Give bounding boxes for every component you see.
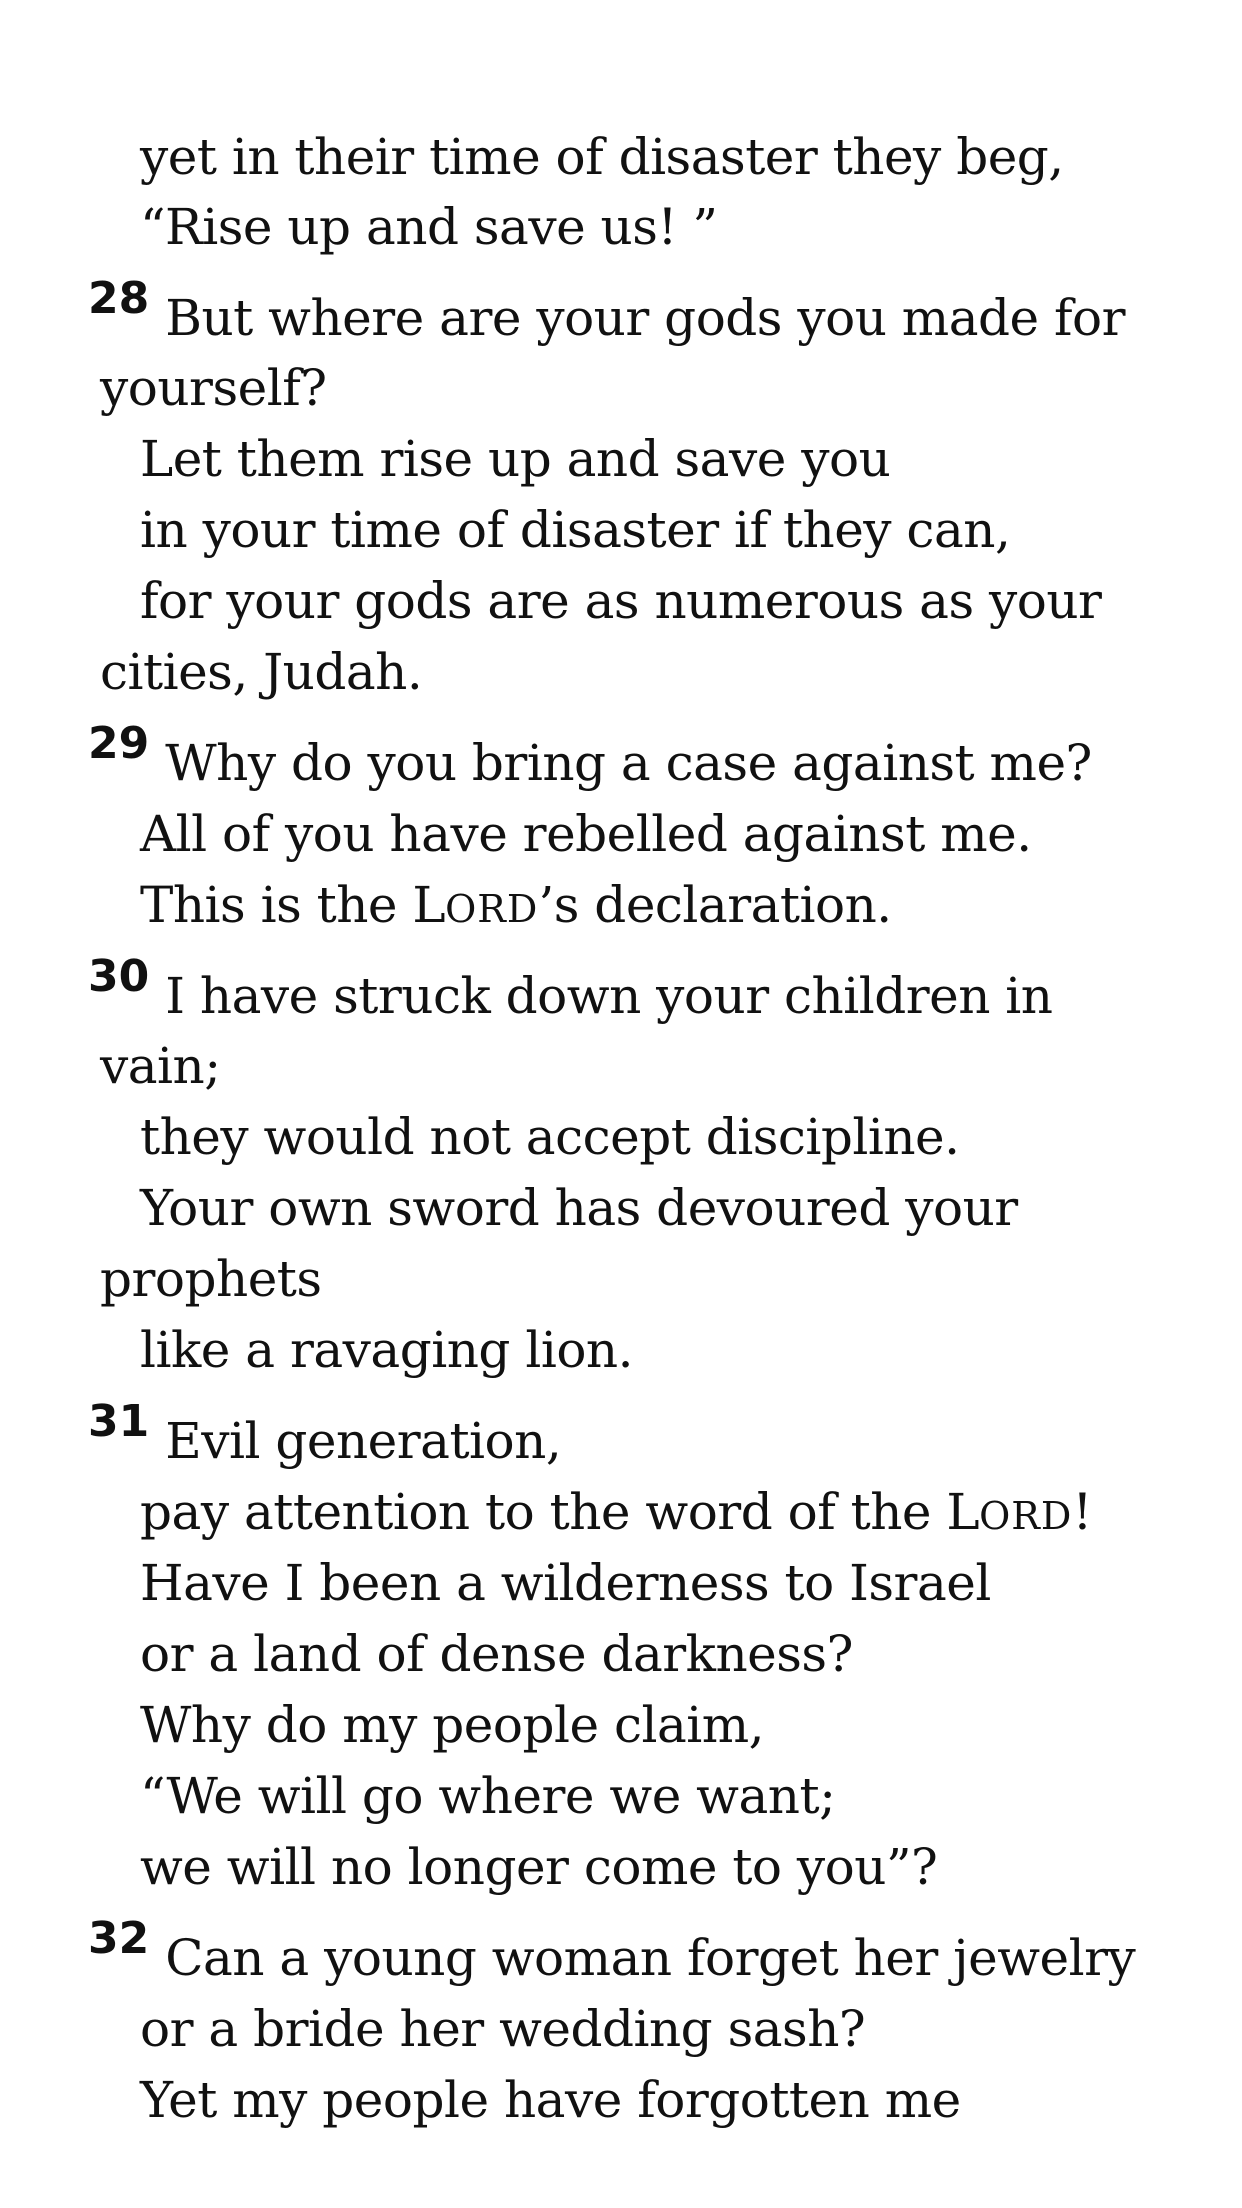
verse-text: Why do you bring a case against me? <box>165 734 1092 792</box>
verse-line <box>140 875 892 939</box>
text-segment: ’s declaration. <box>538 876 892 934</box>
verse-line: they would not accept discipline. <box>140 1108 960 1166</box>
verse-text: Evil generation, <box>165 1412 562 1470</box>
verse-line: or a land of dense darkness? <box>140 1625 853 1683</box>
verse-line: for your gods are as numerous as your <box>140 572 1102 630</box>
verse-line: Have I been a wilderness to Israel <box>140 1554 991 1612</box>
verse-line <box>140 1482 1092 1546</box>
verse-number: 28 <box>88 273 150 324</box>
verse-line: cities, Judah. <box>100 643 423 701</box>
verse-text: Can a young woman forget her jewelry <box>165 1929 1136 1987</box>
verse-29 <box>88 718 1092 796</box>
verse-text: I have struck down your children in <box>165 967 1053 1025</box>
verse-32 <box>88 1913 1136 1991</box>
verse-line: vain; <box>100 1037 221 1095</box>
verse-line: or a bride her wedding sash? <box>140 2000 866 2058</box>
verse-number: 29 <box>88 718 150 769</box>
verse-line: in your time of disaster if they can, <box>140 501 1011 559</box>
verse-31 <box>88 1396 562 1474</box>
small-caps-text: ORD <box>445 887 539 931</box>
verse-line: like a ravaging lion. <box>140 1321 634 1379</box>
verse-line: Your own sword has devoured your <box>140 1179 1018 1237</box>
small-caps-text: ORD <box>979 1494 1073 1538</box>
verse-line: Why do my people claim, <box>140 1696 765 1754</box>
text-segment: ! <box>1072 1483 1092 1541</box>
verse-30 <box>88 951 1053 1029</box>
verse-line: yourself? <box>100 359 327 417</box>
verse-number: 31 <box>88 1396 150 1447</box>
text-segment: pay attention to the word of the L <box>140 1483 980 1541</box>
verse-number: 32 <box>88 1913 150 1964</box>
verse-28 <box>88 273 1126 351</box>
verse-line: we will no longer come to you”? <box>140 1838 938 1896</box>
verse-line: yet in their time of disaster they beg, <box>140 128 1064 186</box>
text-segment: This is the L <box>140 876 446 934</box>
verse-text: But where are your gods you made for <box>165 289 1126 347</box>
verse-line: “Rise up and save us! ” <box>140 198 718 256</box>
verse-line: Yet my people have forgotten me <box>140 2071 961 2129</box>
verse-number: 30 <box>88 951 150 1002</box>
verse-line: All of you have rebelled against me. <box>140 805 1032 863</box>
verse-line: prophets <box>100 1250 322 1308</box>
verse-line: “We will go where we want; <box>140 1767 836 1825</box>
verse-line: Let them rise up and save you <box>140 430 891 488</box>
